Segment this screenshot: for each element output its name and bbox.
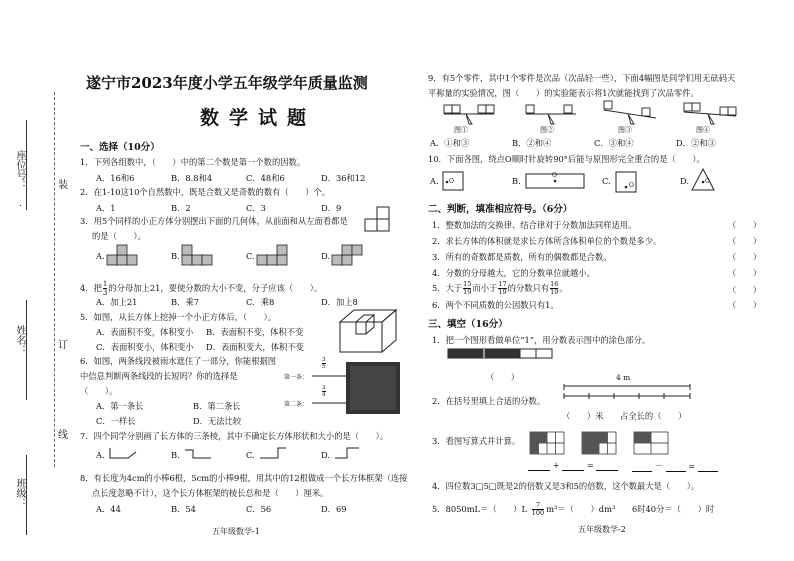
q9-option-a: A．①和③ [430, 138, 470, 148]
section-2-title: 二、判断，填准相应符号。（6分） [428, 204, 573, 215]
fill-q5-part2: m³＝（ ）dm³ [546, 504, 616, 514]
q6-option-c: C．一样长 [96, 416, 136, 426]
q1-option-d: D．36和12 [321, 173, 366, 183]
q3-option-d: D. [321, 251, 330, 261]
fill-q2-blank-meters[interactable]: （ ）米 [562, 411, 604, 421]
q6-second-label: 第二条： [284, 401, 309, 408]
fill-q3-eq1-sign: = [586, 460, 594, 470]
judge-item-4: 4．分数的分母越大，它的分数单位就越小。 [432, 268, 595, 278]
judge-paren-3[interactable]: （ ） [728, 252, 762, 262]
fill-q3-plus: + [552, 460, 560, 470]
q6-first-label: 第一条： [284, 374, 309, 381]
q4-frac-num: 1 [102, 280, 108, 288]
q10-shape-d [690, 167, 716, 193]
fill-q4-text: 4．四位数3□5□既是2的倍数又是3和5的倍数，这个数最大是（ ）。 [432, 481, 700, 491]
fill-q3-minus: － [654, 461, 663, 471]
q4-option-c: C．乘8 [246, 297, 275, 307]
q10-point-b: O [552, 172, 557, 179]
q4-option-d: D．加上8 [321, 297, 358, 307]
judge-paren-1[interactable]: （ ） [728, 220, 762, 230]
q3-cubes-a [105, 243, 139, 269]
fill-q3-eq1 [528, 460, 618, 471]
seat-underline [26, 120, 28, 210]
fill-q5-part3: 6时40分＝（ ）时 [631, 504, 715, 514]
q10-text: 10．下面各图，绕点O顺时针旋转90°后能与原图形完全重合的是（ ）。 [428, 154, 705, 164]
q6-top-fraction: 3 5 [322, 357, 326, 370]
q7-edges-c [258, 444, 288, 460]
q10-shape-c [614, 170, 638, 194]
footer-right: 五年级数学-2 [578, 525, 626, 534]
q9-label-3: 图③ [618, 126, 632, 134]
q3-option-a: A. [96, 251, 105, 261]
q10-option-d: D. [680, 176, 689, 186]
seat-number-label: 座位号： [14, 150, 25, 190]
fill-q2-length: 4 m [616, 373, 631, 382]
fill-q1-text: 1．把一个图形看做单位“1”，用分数表示图中的涂色部分。 [432, 335, 651, 345]
q3-text-line1: 3．用5个同样的小正方体分别摆出下面的几何体，从前面和从左面看都是 [80, 216, 348, 226]
q5-option-d: D．表面积变大，体积不变 [206, 342, 304, 352]
q6-text-line1: 6．如图，两条线段被雨水遮住了一部分，你能根据图 [80, 356, 277, 366]
fill-q2-segment-figure [560, 382, 694, 404]
q9-option-d: D．②和③ [676, 138, 716, 148]
q8-text-line1: 8．有长度为4cm的小棒6根，5cm的小棒9根，用其中的12根做成一个长方体框架（连接 [80, 473, 408, 483]
q10-shape-a [441, 170, 467, 192]
q9-label-1: 图① [454, 126, 468, 134]
q9-balance-figures [434, 100, 774, 130]
q6-option-b: B．第二条长 [193, 401, 241, 411]
q9-label-4: 图④ [696, 126, 710, 134]
binding-dashed-line [54, 92, 55, 467]
q4-option-a: A．加上21 [96, 297, 138, 307]
exam-title: 遂宁市2023年度小学五年级学年质量监测 [86, 74, 368, 92]
q1-option-b: B．8.8和4 [171, 173, 213, 183]
fill-q5-part1: 5．8050mL＝（ ）L [432, 504, 528, 514]
fill-q3-eq2-sign: = [688, 461, 696, 471]
q6-option-a: A．第一条长 [96, 401, 144, 411]
q4-option-b: B．乘7 [171, 297, 199, 307]
q6-text-line3: （ ）。 [80, 386, 118, 396]
q3-text-line2: 的是（ ）。 [92, 231, 146, 241]
q6-rain-figure [306, 362, 402, 414]
q6-text-line2: 中信息判断两条线段的长短吗？你的选择是 [80, 371, 238, 381]
q3-cubes-d [330, 243, 364, 269]
q5-text: 5．如图，从长方体上挖掉一个小正方体后，（ ）。 [80, 312, 277, 322]
q7-text: 7．四个同学分别画了长方体的三条棱，其中不确定长方体形状和大小的是（ ）。 [80, 431, 389, 441]
footer-left: 五年级数学-1 [212, 527, 260, 536]
judge-item-2: 2．求长方体的体积就是求长方体所含体积单位的个数是多少。 [432, 236, 662, 246]
fill-q3-eq2 [632, 460, 718, 472]
fill-q3-text: 3．看图写算式并计算。 [432, 436, 521, 446]
q5-option-c: C．表面积变小，体积变小 [96, 342, 194, 352]
q8-option-a: A．44 [96, 504, 121, 514]
q8-option-b: B．54 [171, 504, 196, 514]
q7-option-d: D. [321, 450, 330, 460]
q9-option-c: C．③和④ [594, 138, 634, 148]
q10-option-b: B. [512, 176, 521, 186]
seal-word-1: 装 [58, 180, 68, 191]
q1-text: 1．下列各组数中，（ ）中的第二个数是第一个数的因数。 [80, 157, 306, 167]
q7-edges-d [333, 444, 363, 460]
q3-option-c: C. [246, 251, 255, 261]
q3-option-b: B. [171, 251, 180, 261]
judge-paren-4[interactable]: （ ） [728, 268, 762, 278]
q5-cuboid-figure [338, 308, 400, 354]
q2-option-c: C．3 [246, 203, 266, 213]
fill-q3-grids [528, 430, 688, 458]
judge-paren-2[interactable]: （ ） [728, 236, 762, 246]
q5-option-b: B．表面积不变，体积不变 [206, 327, 304, 337]
q6-option-d: D．无法比较 [193, 416, 242, 426]
fill-q1-bar-figure [446, 347, 556, 361]
name-label: 姓名： [14, 325, 25, 355]
judge-paren-6[interactable]: （ ） [728, 300, 762, 310]
judge-item-1: 1．整数加法的交换律、结合律对于分数加法同样适用。 [432, 220, 637, 230]
q10-point-a: O [449, 178, 454, 185]
q10-option-c: C. [602, 176, 611, 186]
q2-option-a: A．1 [96, 203, 116, 213]
q2-text: 2．在1-10这10个自然数中，既是合数又是奇数的数有（ ）个。 [80, 187, 331, 197]
q9-option-b: B．②和④ [512, 138, 552, 148]
q10-point-d: O [705, 178, 710, 185]
section-1-title: 一、选择（10分） [80, 142, 160, 153]
judge-paren-5[interactable]: （ ） [728, 285, 762, 295]
class-underline [26, 455, 28, 535]
q10-point-c: O [629, 182, 634, 189]
q3-cubes-c [255, 243, 289, 269]
q8-option-d: D．69 [321, 504, 347, 514]
q6-bottom-fraction: 3 4 [322, 385, 326, 398]
q8-option-c: C．56 [246, 504, 272, 514]
q5-option-a: A．表面积不变，体积变小 [96, 327, 194, 337]
seal-word-2: 订 [58, 340, 68, 351]
fill-q2-text: 2．在括号里填上合适的分数。 [432, 396, 546, 406]
q3-cubes-b [180, 243, 214, 269]
q4-frac-den: 3 [102, 289, 108, 297]
judge-item-3: 3．所有的奇数都是质数，所有的偶数都是合数。 [432, 252, 612, 262]
q7-option-a: A. [96, 450, 105, 460]
q9-label-2: 图② [540, 126, 554, 134]
q1-option-c: C．48和6 [246, 173, 285, 183]
q9-text-line1: 9．有5个零件，其中1个零件是次品（次品轻一些），下面4幅图是同学们用无砝码天 [428, 73, 736, 83]
class-label: 班级： [14, 478, 25, 508]
q3-view-figure [364, 206, 390, 232]
q2-option-b: B．2 [171, 203, 191, 213]
q9-text-line2: 平称量的实验情况，图（ ）的实验能表示将1次就能找到了次品零件。 [428, 88, 699, 98]
fill-q1-blank[interactable]: （ ） [486, 372, 520, 382]
q10-option-a: A. [430, 176, 439, 186]
exam-subtitle: 数学试题 [200, 107, 317, 129]
judge-item-6: 6．两个不同质数的公因数只有1。 [432, 300, 559, 310]
name-underline [26, 300, 28, 400]
q7-edges-b [183, 444, 213, 460]
q7-option-b: B. [171, 450, 180, 460]
fill-q2-blank-fraction[interactable]: 占全长的（ ） [620, 411, 687, 421]
fill-q5-text: 5．8050mL＝（ ）L $\frac{7}{100}$ m³＝（ ）dm³ 6时40分＝（ ）时 [432, 501, 715, 517]
q1-option-a: A．16和6 [96, 173, 135, 183]
q7-edges-a [108, 444, 138, 460]
seal-word-3: 线 [58, 430, 68, 441]
judge-item-5: 5．大于 $\frac{15}{19}$ 而小于 $\frac{17}{19}$ 的分数只有 $\frac{16}{19}$ 。 [432, 280, 568, 296]
q2-option-d: D．9 [321, 203, 342, 213]
q4-text: 4．把 $\frac{1}{3}$ 的分母加上21，要使分数的大小不变，分子应该（ ）。 [80, 280, 323, 297]
q7-option-c: C. [246, 450, 255, 460]
q8-text-line2: 点长度忽略不计），这个长方体框架的棱长总和是（ ）厘米。 [92, 488, 329, 498]
section-3-title: 三、填空（16分） [428, 319, 508, 330]
